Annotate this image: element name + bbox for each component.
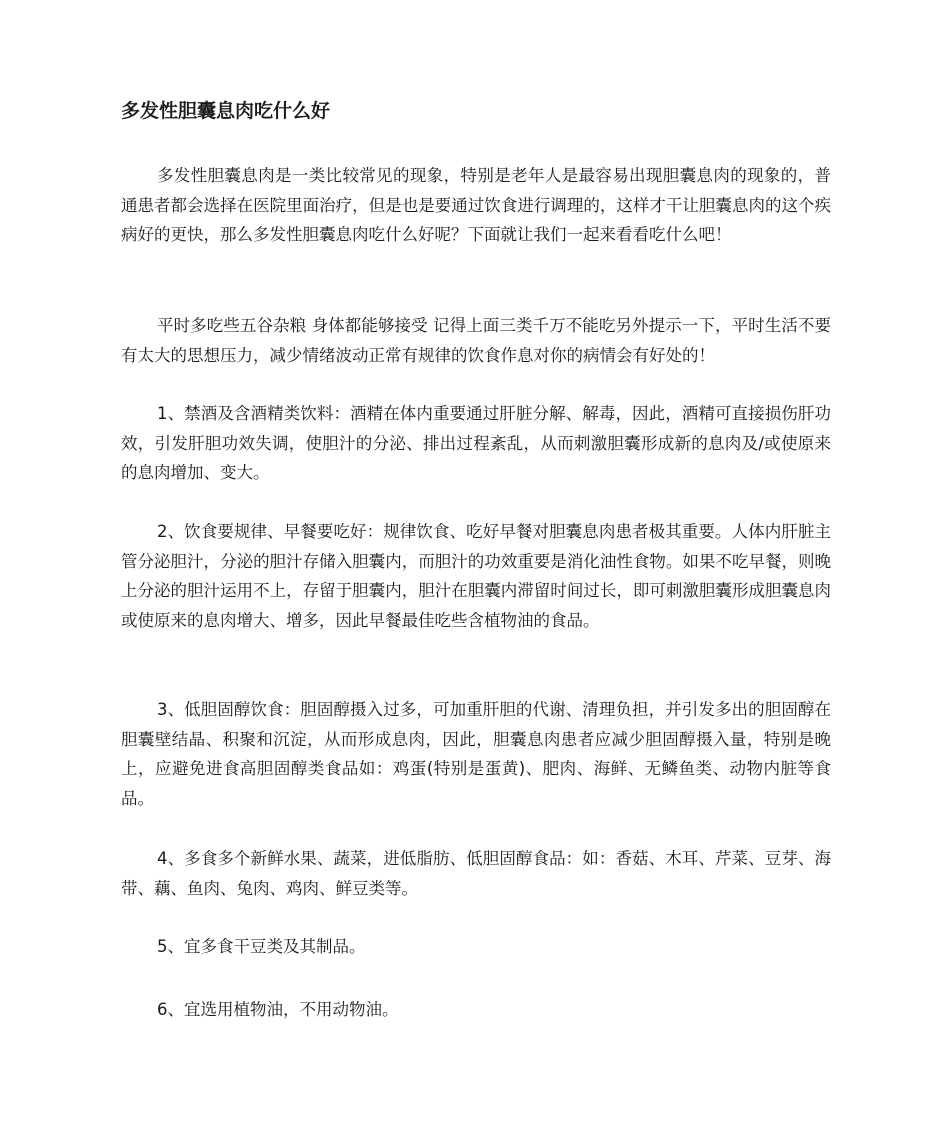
tip-2-paragraph: 2、饮食要规律、早餐要吃好：规律饮食、吃好早餐对胆囊息肉患者极其重要。人体内肝脏主管分泌胆汁，分泌的胆汁存储入胆囊内，而胆汁的功效重要是消化油性食物。如果不吃早餐，则晚上分泌的胆汁运用不上，存留于胆囊内，胆汁在胆囊内滞留时间过长，即可刺激胆囊形成胆囊息肉或使原来的息肉增大、增多，因此早餐最佳吃些含植物油的食品。: [121, 522, 831, 630]
document-title: 多发性胆囊息肉吃什么好: [121, 100, 331, 122]
advice-paragraph: 平时多吃些五谷杂粮 身体都能够接受 记得上面三类千万不能吃另外提示一下，平时生活不要有太大的思想压力，减少情绪波动正常有规律的饮食作息对你的病情会有好处的！: [121, 316, 831, 365]
tip-6-paragraph: 6、宜选用植物油，不用动物油。: [157, 1000, 399, 1019]
tip-3-paragraph: 3、低胆固醇饮食：胆固醇摄入过多，可加重肝胆的代谢、清理负担，并引发多出的胆固醇在胆囊壁结晶、积聚和沉淀，从而形成息肉，因此，胆囊息肉患者应减少胆固醇摄入量，特别是晚上，应避免进食高胆固醇类食品如：鸡蛋(特别是蛋黄)、肥肉、海鲜、无鳞鱼类、动物内脏等食品。: [121, 700, 831, 808]
tip-4-paragraph: 4、多食多个新鲜水果、蔬菜，进低脂肪、低胆固醇食品：如：香菇、木耳、芹菜、豆芽、海带、藕、鱼肉、兔肉、鸡肉、鲜豆类等。: [121, 849, 831, 898]
intro-paragraph: 多发性胆囊息肉是一类比较常见的现象，特别是老年人是最容易出现胆囊息肉的现象的，普通患者都会选择在医院里面治疗，但是也是要通过饮食进行调理的，这样才干让胆囊息肉的这个疾病好的更快，那么多发性胆囊息肉吃什么好呢？下面就让我们一起来看看吃什么吧！: [121, 166, 831, 244]
tip-1-paragraph: 1、禁酒及含酒精类饮料：酒精在体内重要通过肝脏分解、解毒，因此，酒精可直接损伤肝功效，引发肝胆功效失调，使胆汁的分泌、排出过程紊乱，从而刺激胆囊形成新的息肉及/或使原来的息肉增加、变大。: [121, 404, 831, 482]
tip-5-paragraph: 5、宜多食干豆类及其制品。: [157, 937, 366, 956]
